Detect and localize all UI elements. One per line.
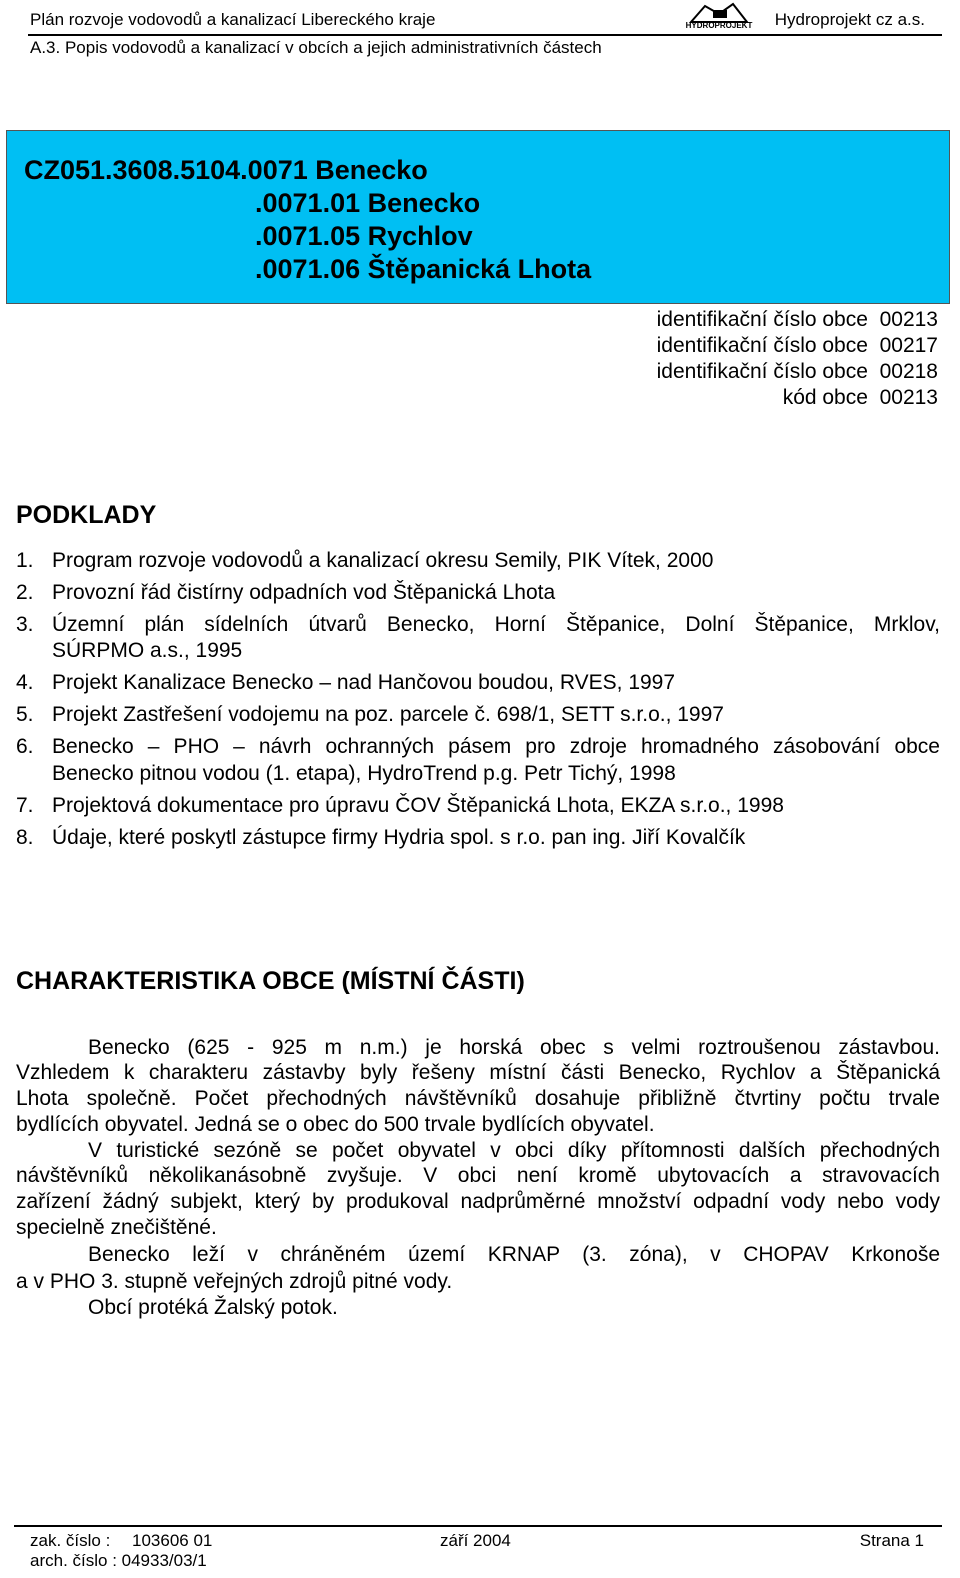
paragraph-line: Lhota společně. Počet přechodných návštěvníků dosahuje přibližně čtvrtiny počtu trvale (16, 1087, 940, 1110)
list-text: SÚRPMO a.s., 1995 (52, 639, 243, 662)
zak-value: 103606 01 (132, 1531, 213, 1550)
id-row (657, 308, 938, 332)
id-value: 00213 (879, 308, 938, 331)
id-value: 00217 (879, 334, 938, 357)
list-text: Provozní řád čistírny odpadních vod Štěpanická Lhota (52, 581, 556, 604)
list-text: Údaje, které poskytl zástupce firmy Hydria spol. s r.o. pan ing. Jiří Kovalčík (52, 826, 746, 849)
footer-date: září 2004 (440, 1531, 511, 1550)
paragraph-line: Benecko (625 - 925 m n.m.) je horská obec s velmi roztroušenou zástavbou. (88, 1036, 940, 1059)
paragraph-line: Obcí protéká Žalský potok. (88, 1296, 338, 1319)
paragraph-line: a v PHO 3. stupně veřejných zdrojů pitné vody. (16, 1270, 453, 1293)
list-number: 2. (16, 581, 34, 604)
list-text: Benecko – PHO – návrh ochranných pásem pro zdroje hromadného zásobování obce (52, 735, 940, 758)
header-divider (28, 34, 942, 36)
list-number: 5. (16, 703, 34, 726)
list-text: Projekt Zastřešení vodojemu na poz. parcele č. 698/1, SETT s.r.o., 1997 (52, 703, 724, 726)
hydroprojekt-logo (683, 0, 755, 30)
paragraph-line: specielně znečištěné. (16, 1216, 217, 1239)
list-number: 7. (16, 794, 34, 817)
id-row (783, 386, 938, 410)
id-label: identifikační číslo obce (656, 360, 868, 383)
id-label: identifikační číslo obce (656, 308, 868, 331)
section-subtitle: A.3. Popis vodovodů a kanalizací v obcích a jejich administrativních částech (30, 38, 602, 57)
paragraph-line: zařízení žádný subjekt, který by produkoval nadprůměrné množství odpadní vody nebo vody (16, 1190, 940, 1213)
company-name: Hydroprojekt cz a.s. (774, 10, 925, 29)
charakteristika-heading: CHARAKTERISTIKA OBCE (MÍSTNÍ ČÁSTI) (16, 967, 525, 995)
paragraph-line: návštěvníků několikanásobně zvyšuje. V obci není kromě ubytovacích a stravovacích (16, 1164, 940, 1187)
footer-divider (14, 1525, 942, 1527)
logo-text: HYDROPROJEKT (685, 21, 753, 30)
id-value: 00213 (879, 386, 938, 409)
list-number: 8. (16, 826, 34, 849)
id-row (657, 360, 938, 384)
page-number: Strana 1 (859, 1531, 924, 1550)
list-text: Projekt Kanalizace Benecko – nad Hančovou boudou, RVES, 1997 (52, 671, 676, 694)
list-number: 1. (16, 549, 34, 572)
list-number: 6. (16, 735, 34, 758)
code-part: .0071.06 Štěpanická Lhota (255, 254, 592, 284)
id-value: 00218 (879, 360, 938, 383)
code-main: CZ051.3608.5104.0071 Benecko (24, 155, 428, 185)
arch-number: arch. číslo : 04933/03/1 (30, 1551, 207, 1570)
podklady-heading: PODKLADY (16, 501, 157, 529)
list-number: 3. (16, 613, 34, 636)
code-part: .0071.05 Rychlov (255, 221, 473, 251)
list-number: 4. (16, 671, 34, 694)
id-label: identifikační číslo obce (656, 334, 868, 357)
list-text: Projektová dokumentace pro úpravu ČOV Štěpanická Lhota, EKZA s.r.o., 1998 (52, 794, 784, 817)
zak-label: zak. číslo : (30, 1531, 111, 1550)
list-text: Benecko pitnou vodou (1. etapa), HydroTrend p.g. Petr Tichý, 1998 (52, 762, 676, 785)
code-part: .0071.01 Benecko (255, 188, 481, 218)
list-text: Program rozvoje vodovodů a kanalizací okresu Semily, PIK Vítek, 2000 (52, 549, 714, 572)
paragraph-line: Benecko leží v chráněném území KRNAP (3. zóna), v CHOPAV Krkonoše (88, 1243, 940, 1266)
paragraph-line: bydlících obyvatel. Jedná se o obec do 500 trvale bydlících obyvatel. (16, 1113, 655, 1136)
paragraph-line: Vzhledem k charakteru zástavby byly řešeny místní části Benecko, Rychlov a Štěpanická (16, 1061, 940, 1084)
list-text: Územní plán sídelních útvarů Benecko, Horní Štěpanice, Dolní Štěpanice, Mrklov, (52, 613, 940, 636)
paragraph-line: V turistické sezóně se počet obyvatel v obci díky přítomnosti dalších přechodných (88, 1139, 940, 1162)
id-row (657, 334, 938, 358)
document-title: Plán rozvoje vodovodů a kanalizací Libereckého kraje (30, 10, 436, 29)
id-label: kód obce (782, 386, 868, 409)
